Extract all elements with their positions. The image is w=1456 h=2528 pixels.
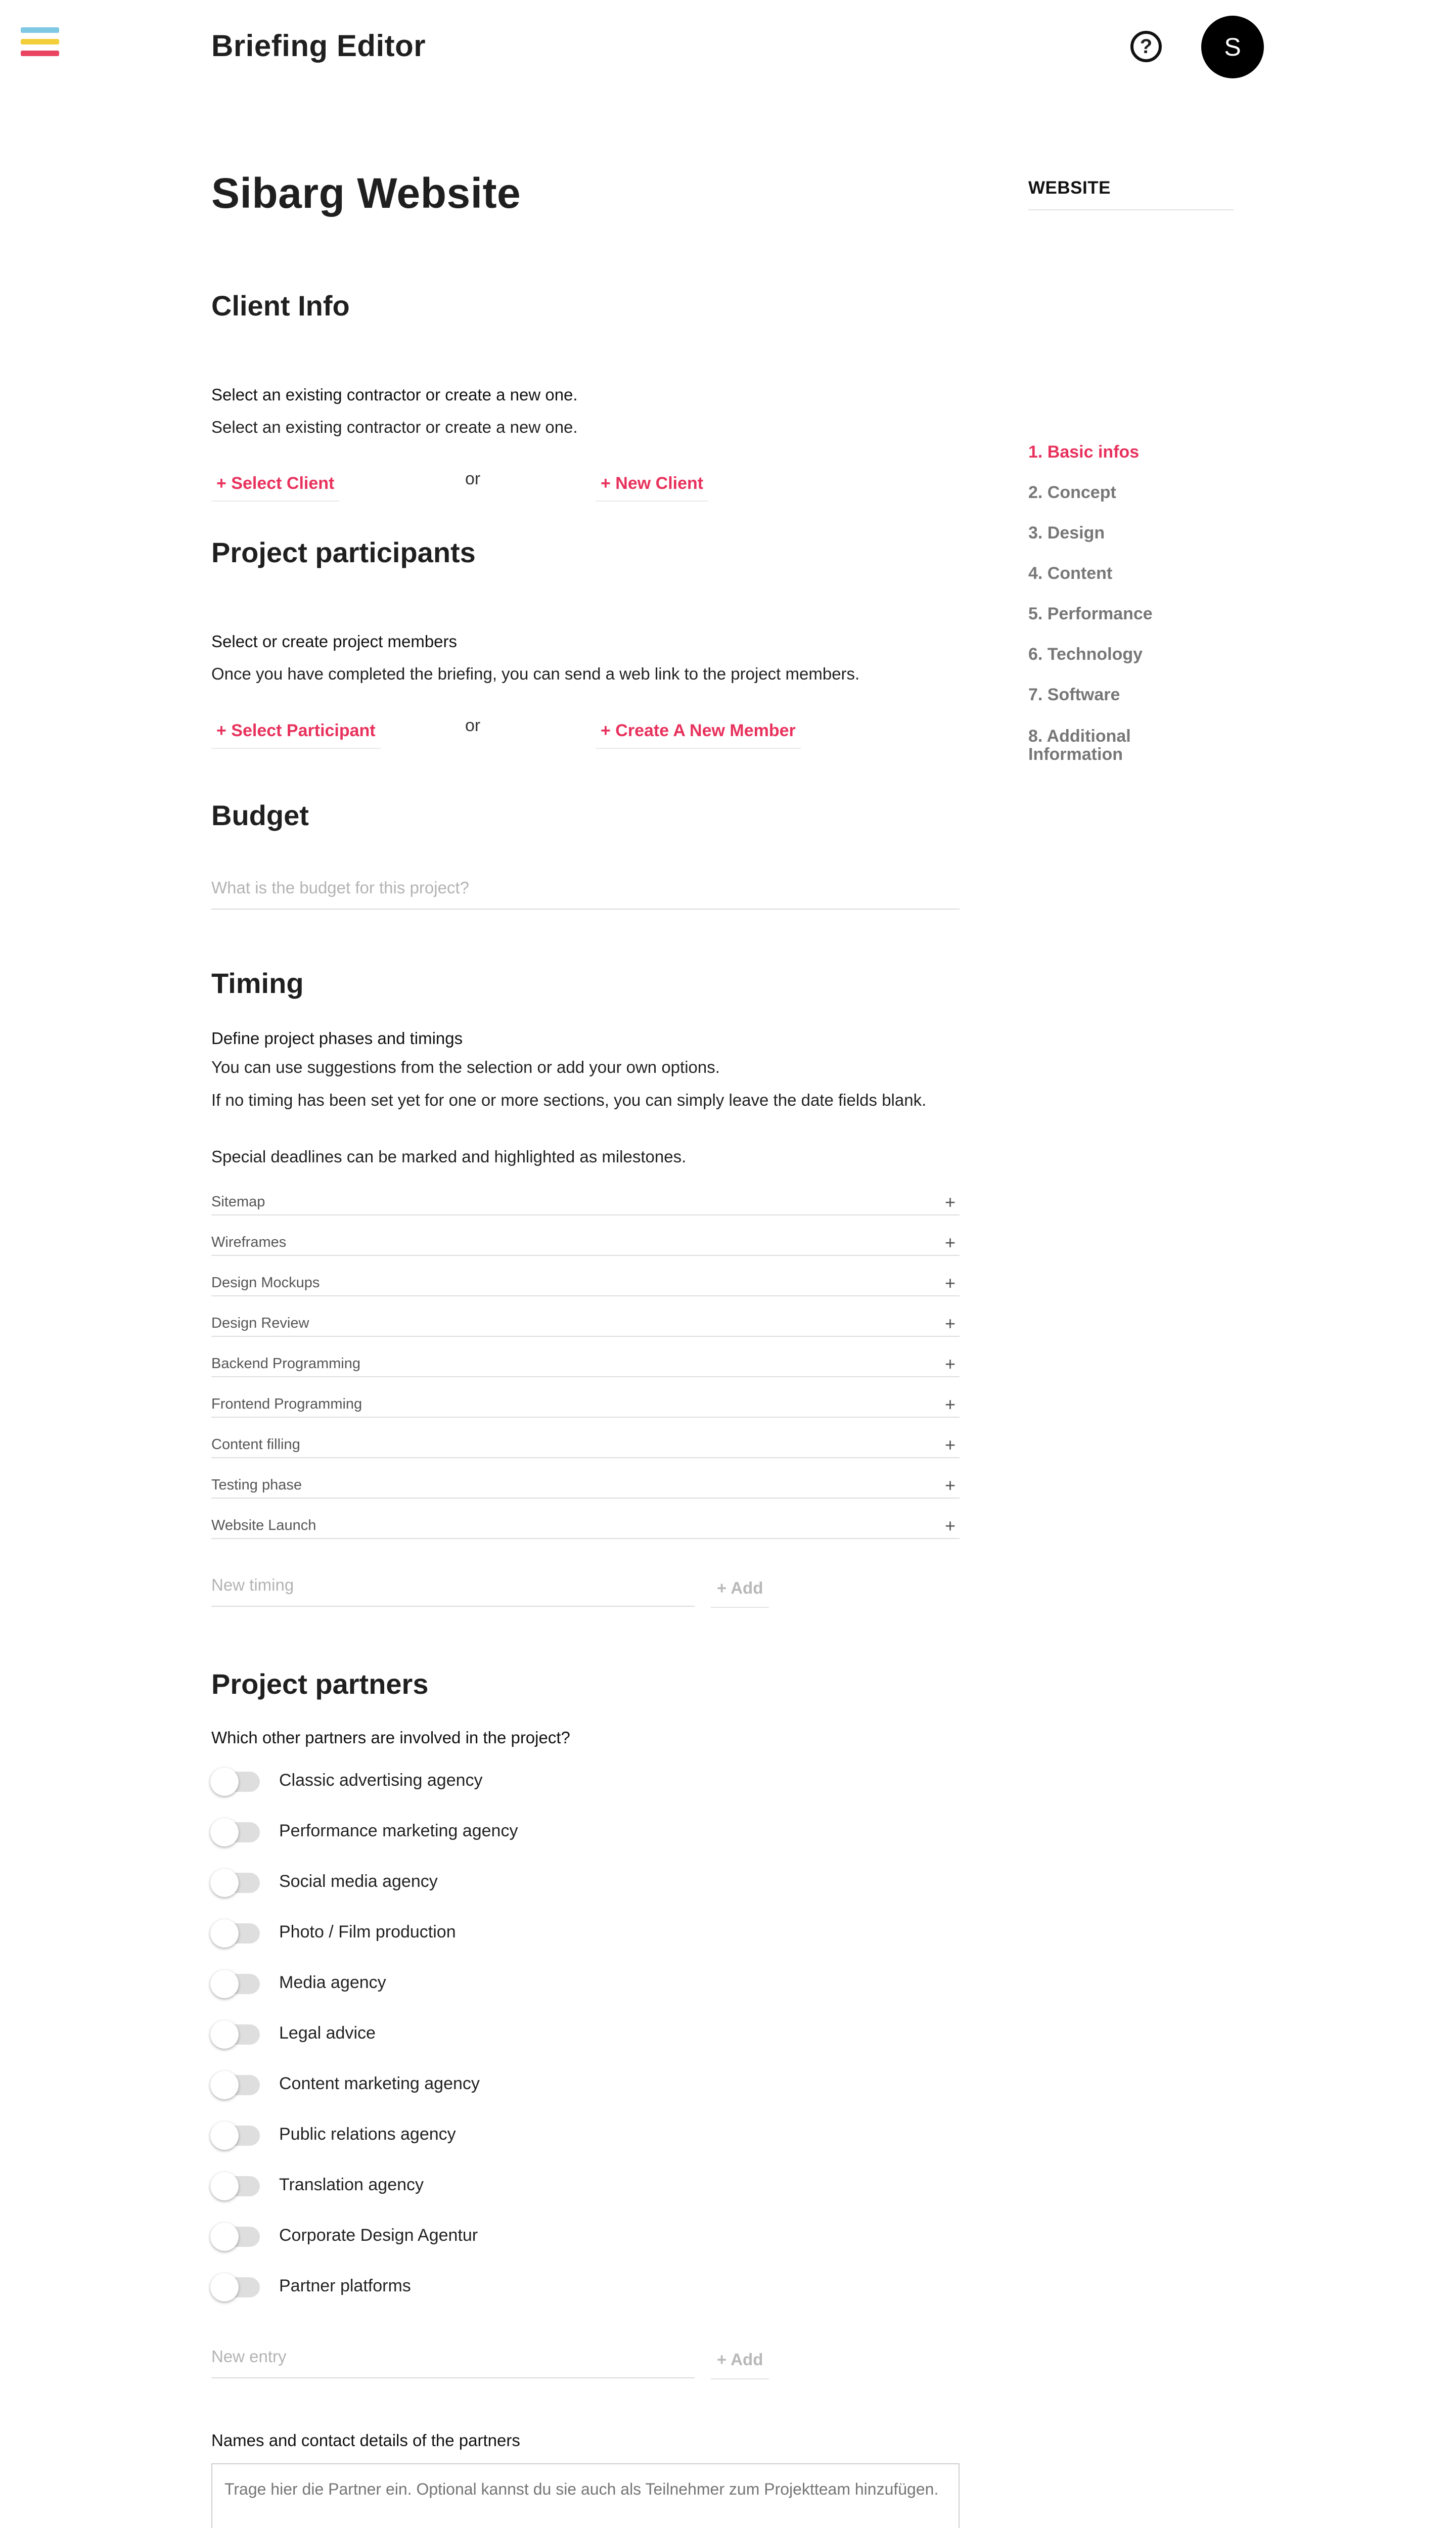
participants-heading: Project participants: [211, 536, 476, 568]
contacts-label: Names and contact details of the partners: [211, 2431, 520, 2450]
budget-input[interactable]: What is the budget for this project?: [211, 878, 960, 910]
add-partner-button[interactable]: + Add: [711, 2350, 769, 2379]
toggle-switch[interactable]: [211, 1974, 260, 1994]
or-separator: or: [465, 716, 481, 735]
timing-row[interactable]: [211, 1256, 960, 1296]
timing-label: Design Mockups: [211, 1275, 320, 1291]
partner-option-label: Translation agency: [279, 2175, 424, 2194]
timing-label: Sitemap: [211, 1194, 265, 1210]
timing-label: Testing phase: [211, 1477, 302, 1493]
timing-label: Wireframes: [211, 1234, 287, 1250]
timing-row[interactable]: [211, 1215, 960, 1256]
add-icon[interactable]: +: [944, 1434, 956, 1455]
new-partner-input[interactable]: New entry: [211, 2347, 695, 2378]
sidebar-item-concept[interactable]: 2. Concept: [1028, 483, 1116, 502]
sidebar-item-basic-infos[interactable]: 1. Basic infos: [1028, 442, 1140, 462]
timing-row[interactable]: [211, 1377, 960, 1418]
add-icon[interactable]: +: [944, 1475, 956, 1496]
timing-row[interactable]: [211, 1499, 960, 1539]
client-info-description: Select an existing contractor or create a new one.: [211, 418, 578, 436]
create-member-button[interactable]: + Create A New Member: [596, 721, 801, 749]
toggle-knob: [210, 1970, 239, 1998]
toggle-knob: [210, 2020, 239, 2049]
toggle-switch[interactable]: [211, 1873, 260, 1893]
sidebar-item-design[interactable]: 3. Design: [1028, 523, 1105, 543]
sidebar-item-technology[interactable]: 6. Technology: [1028, 645, 1143, 664]
sidebar-item-content[interactable]: 4. Content: [1028, 564, 1113, 583]
toggle-knob: [210, 1818, 239, 1846]
select-participant-button[interactable]: + Select Participant: [211, 721, 381, 749]
partner-option-label: Performance marketing agency: [279, 1821, 518, 1840]
timing-label: Content filling: [211, 1436, 300, 1453]
toggle-knob: [210, 2172, 239, 2200]
avatar[interactable]: S: [1201, 16, 1264, 78]
partner-option-label: Photo / Film production: [279, 1922, 456, 1942]
timing-para-1: You can use suggestions from the selection or add your own options.: [211, 1058, 720, 1076]
timing-row[interactable]: [211, 1296, 960, 1337]
or-separator: or: [465, 469, 481, 488]
add-icon[interactable]: +: [944, 1232, 956, 1253]
new-client-button[interactable]: + New Client: [596, 474, 708, 502]
timing-label: Frontend Programming: [211, 1396, 362, 1412]
toggle-knob: [210, 2071, 239, 2099]
participants-description: Once you have completed the briefing, you can send a web link to the project members.: [211, 664, 860, 683]
help-icon[interactable]: ?: [1130, 31, 1162, 62]
add-timing-button[interactable]: + Add: [711, 1578, 769, 1608]
add-icon[interactable]: +: [944, 1394, 956, 1415]
add-icon[interactable]: +: [944, 1313, 956, 1334]
partner-option-label: Media agency: [279, 1973, 386, 1992]
toggle-knob: [210, 2121, 239, 2150]
add-icon[interactable]: +: [944, 1273, 956, 1293]
timing-label: Design Review: [211, 1315, 309, 1331]
partners-heading: Project partners: [211, 1668, 429, 1700]
page-title: Sibarg Website: [211, 169, 521, 217]
timing-label: Backend Programming: [211, 1356, 360, 1372]
partner-option-label: Content marketing agency: [279, 2074, 480, 2093]
add-icon[interactable]: +: [944, 1515, 956, 1536]
partner-option-label: Classic advertising agency: [279, 1771, 483, 1790]
client-info-heading: Client Info: [211, 290, 350, 322]
toggle-knob: [210, 1768, 239, 1796]
partner-option-label: Social media agency: [279, 1872, 438, 1891]
timing-row[interactable]: [211, 1337, 960, 1377]
timing-heading: Timing: [211, 967, 304, 999]
add-icon[interactable]: +: [944, 1353, 956, 1374]
toggle-switch[interactable]: [211, 1923, 260, 1944]
partner-contacts-textarea[interactable]: [211, 2463, 960, 2528]
toggle-switch[interactable]: [211, 1822, 260, 1842]
partners-lead: Which other partners are involved in the project?: [211, 1728, 570, 1747]
add-icon[interactable]: +: [944, 1192, 956, 1212]
timing-row[interactable]: [211, 1418, 960, 1458]
timing-para-3: Special deadlines can be marked and highlighted as milestones.: [211, 1147, 687, 1166]
app-title: Briefing Editor: [211, 29, 426, 63]
partner-option-label: Partner platforms: [279, 2276, 411, 2295]
toggle-knob: [210, 2273, 239, 2301]
participants-lead: Select or create project members: [211, 632, 458, 651]
timing-lead: Define project phases and timings: [211, 1029, 463, 1048]
sidebar-item-additional-information[interactable]: 8. Additional Information: [1028, 727, 1131, 764]
partner-option-label: Legal advice: [279, 2023, 376, 2043]
sidebar-item-performance[interactable]: 5. Performance: [1028, 604, 1153, 623]
toggle-knob: [210, 1869, 239, 1897]
toggle-switch[interactable]: [211, 2075, 260, 2095]
client-info-lead: Select an existing contractor or create a new one.: [211, 385, 578, 404]
menu-bar-blue: [21, 27, 59, 33]
sidebar-title: WEBSITE: [1028, 178, 1234, 210]
partner-option-label: Corporate Design Agentur: [279, 2226, 478, 2245]
toggle-switch[interactable]: [211, 2024, 260, 2045]
toggle-switch[interactable]: [211, 2126, 260, 2146]
timing-row[interactable]: [211, 1458, 960, 1499]
toggle-switch[interactable]: [211, 2176, 260, 2196]
timing-para-2: If no timing has been set yet for one or more sections, you can simply leave the date fields blank.: [211, 1091, 927, 1109]
select-client-button[interactable]: + Select Client: [211, 474, 339, 502]
partner-option-label: Public relations agency: [279, 2125, 456, 2144]
budget-heading: Budget: [211, 799, 309, 831]
toggle-knob: [210, 1919, 239, 1948]
sidebar-item-software[interactable]: 7. Software: [1028, 685, 1120, 704]
menu-bar-yellow: [21, 39, 59, 44]
toggle-knob: [210, 2223, 239, 2251]
toggle-switch[interactable]: [211, 2227, 260, 2247]
menu-bar-red: [21, 51, 59, 56]
toggle-switch[interactable]: [211, 2277, 260, 2297]
timing-label: Website Launch: [211, 1517, 316, 1533]
timing-row[interactable]: [211, 1175, 960, 1215]
toggle-switch[interactable]: [211, 1772, 260, 1792]
menu-icon[interactable]: [21, 27, 59, 63]
new-timing-input[interactable]: New timing: [211, 1575, 695, 1607]
